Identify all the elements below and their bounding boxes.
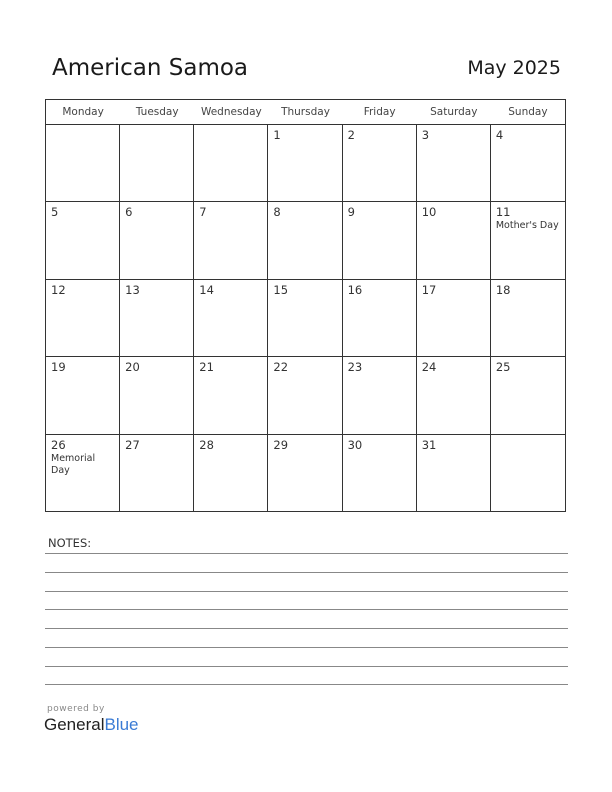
- day-cell: [194, 435, 268, 512]
- brand-name-part2: Blue: [104, 715, 139, 734]
- day-cell: [46, 202, 120, 279]
- note-line: [45, 572, 568, 573]
- day-cell: [491, 435, 565, 512]
- day-cell: [46, 435, 120, 512]
- weekday-label: Monday: [62, 106, 104, 118]
- note-line: [45, 647, 568, 648]
- day-number: 22: [273, 360, 289, 375]
- day-cell: [417, 435, 491, 512]
- note-line: [45, 609, 568, 610]
- day-cell: [343, 357, 417, 434]
- weekday-label: Thursday: [281, 106, 330, 118]
- day-cell: [491, 280, 565, 357]
- day-number: 25: [495, 360, 511, 375]
- day-number: 18: [495, 282, 511, 297]
- day-number: 19: [51, 360, 66, 375]
- day-cell: [46, 280, 120, 357]
- day-cell: [417, 202, 491, 279]
- day-number: 1: [273, 128, 281, 142]
- day-cell: [491, 202, 565, 279]
- month-calendar-grid: [45, 99, 566, 512]
- day-number: 21: [199, 360, 214, 375]
- day-cell: [120, 357, 194, 434]
- weekday-label: Saturday: [430, 106, 478, 118]
- day-number: 20: [125, 360, 140, 375]
- note-line: [45, 666, 568, 667]
- day-cell: [268, 202, 342, 279]
- day-cell: [343, 435, 417, 512]
- day-cell: [46, 125, 120, 202]
- weekday-header-row: [46, 100, 565, 125]
- brand-name: [44, 715, 139, 735]
- day-number: 13: [125, 282, 140, 297]
- day-cell: [491, 125, 565, 202]
- day-number: 16: [347, 282, 363, 297]
- day-cell: [343, 202, 417, 279]
- day-number: 11: [495, 205, 511, 220]
- brand-name-part1: General: [44, 715, 105, 734]
- day-cell: [194, 357, 268, 434]
- day-number: 31: [421, 437, 437, 452]
- day-number: 4: [495, 128, 504, 142]
- day-cell: [343, 125, 417, 202]
- day-number: 28: [199, 437, 214, 452]
- day-cell: [268, 435, 342, 512]
- day-number: 5: [51, 205, 59, 220]
- day-number: 2: [347, 128, 355, 142]
- notes-label: NOTES:: [48, 536, 92, 550]
- day-cell: [417, 280, 491, 357]
- day-cell: [120, 125, 194, 202]
- day-cell: [417, 357, 491, 434]
- day-number: 15: [273, 282, 289, 297]
- day-number: 14: [199, 282, 214, 297]
- powered-by-label: powered by: [47, 704, 105, 714]
- calendar-header: [0, 0, 612, 98]
- note-line: [45, 628, 568, 629]
- day-cell: [268, 125, 342, 202]
- note-line: [45, 553, 568, 554]
- day-number: 10: [421, 205, 437, 220]
- weeks-grid: [46, 125, 565, 512]
- day-number: 27: [125, 437, 140, 452]
- month-label: May 2025: [467, 57, 561, 79]
- day-number: 9: [347, 205, 355, 220]
- day-cell: [120, 202, 194, 279]
- holiday-label: Memorial Day: [51, 452, 96, 476]
- brand-logo: [44, 704, 139, 735]
- day-number: 12: [51, 282, 66, 297]
- day-cell: [194, 202, 268, 279]
- day-cell: [120, 435, 194, 512]
- holiday-label: Mother's Day: [495, 220, 559, 232]
- weekday-label: Sunday: [508, 106, 548, 118]
- day-cell: [194, 125, 268, 202]
- day-cell: [417, 125, 491, 202]
- day-number: 26: [51, 437, 66, 452]
- day-number: 23: [347, 360, 363, 375]
- day-cell: [491, 357, 565, 434]
- day-number: 3: [421, 128, 430, 142]
- day-number: 29: [273, 437, 289, 452]
- day-cell: [343, 280, 417, 357]
- note-line: [45, 591, 568, 592]
- weekday-label: Friday: [363, 106, 396, 118]
- day-number: 6: [125, 205, 133, 220]
- day-cell: [120, 280, 194, 357]
- note-line: [45, 684, 568, 685]
- weekday-label: Wednesday: [200, 106, 262, 118]
- day-number: 30: [347, 437, 363, 452]
- page-title: American Samoa: [52, 55, 249, 81]
- day-cell: [46, 357, 120, 434]
- day-number: 7: [199, 205, 207, 220]
- day-number: 24: [421, 360, 437, 375]
- day-cell: [268, 280, 342, 357]
- day-cell: [268, 357, 342, 434]
- day-number: 8: [273, 205, 281, 220]
- day-number: 17: [421, 282, 437, 297]
- weekday-label: Tuesday: [135, 106, 179, 118]
- day-cell: [194, 280, 268, 357]
